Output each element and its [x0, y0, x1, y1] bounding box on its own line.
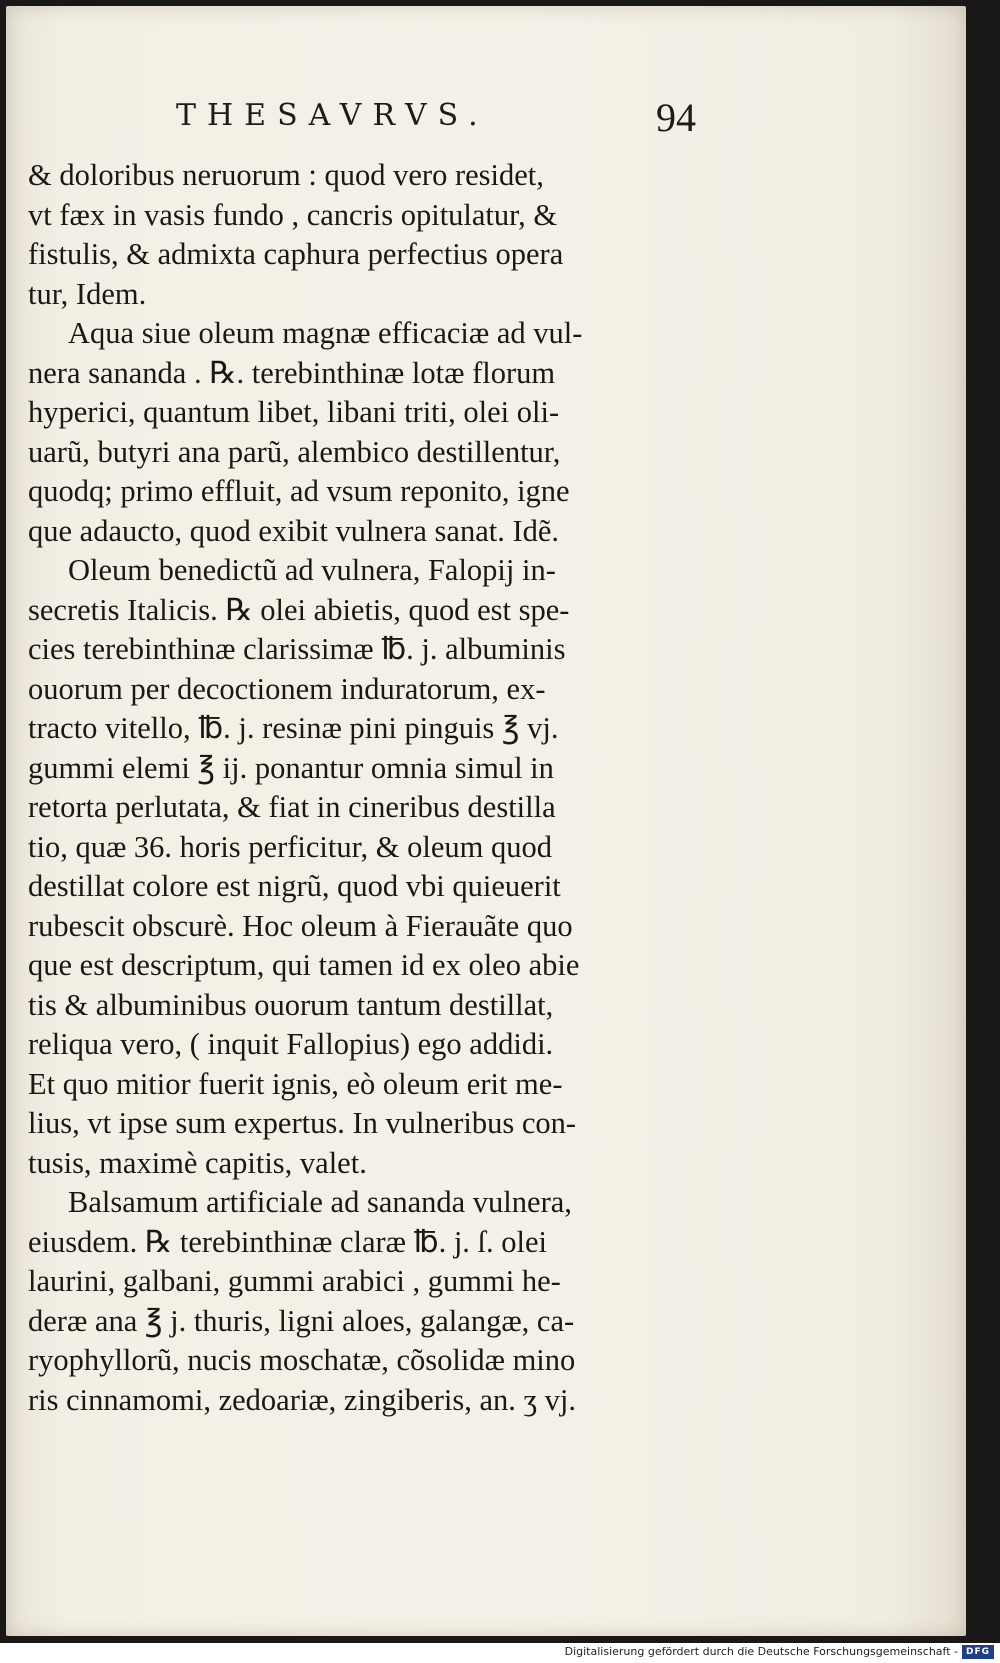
- text-line: quodq; primo effluit, ad vsum reponito, igne: [28, 474, 570, 508]
- text-line: tur, Idem.: [28, 276, 147, 311]
- text-line: gummi elemi ℥ ij. ponantur omnia simul in: [28, 750, 554, 785]
- text-line: cies terebinthinæ clarissimæ ℔. j. albuminis: [28, 632, 566, 666]
- text-line: nera sananda . ℞. terebinthinæ lotæ florum: [28, 355, 556, 390]
- running-head: THESAVRVS.: [176, 98, 489, 133]
- text-line: uarũ, butyri ana parũ, alembico destillentur,: [28, 434, 561, 469]
- text-line: tio, quæ 36. horis perficitur, & oleum quod: [28, 829, 552, 864]
- body-text: [28, 156, 718, 1420]
- text-line: tusis, maximè capitis, valet.: [28, 1145, 367, 1180]
- text-line: secretis Italicis. ℞ olei abietis, quod est spe-: [28, 592, 570, 627]
- funding-credit: Digitalisierung gefördert durch die Deutsche Forschungsgemeinschaft -: [564, 1645, 958, 1658]
- text-line: reliqua vero, ( inquit Fallopius) ego addidi.: [28, 1027, 554, 1061]
- page-header: [176, 94, 696, 140]
- paragraph-start-line: Oleum benedictũ ad vulnera, Falopij in-: [68, 553, 556, 587]
- text-line: que est descriptum, qui tamen id ex oleo abie: [28, 948, 580, 982]
- page-number: 94: [656, 95, 696, 140]
- text-line: rubescit obscurè. Hoc oleum à Fierauãte quo: [28, 908, 573, 943]
- text-line: deræ ana ℥ j. thuris, ligni aloes, galangæ, ca-: [28, 1303, 575, 1338]
- text-line: tracto vitello, ℔. j. resinæ pini pinguis ℥ vj.: [28, 711, 559, 745]
- text-line: & doloribus neruorum : quod vero residet,: [28, 158, 544, 192]
- text-line: lius, vt ipse sum expertus. In vulneribus con-: [28, 1106, 577, 1140]
- text-line: ryophyllorũ, nucis moschatæ, cõsolidæ mino: [28, 1343, 576, 1377]
- text-line: tis & albuminibus ouorum tantum destillat,: [28, 987, 554, 1022]
- text-line: ris cinnamomi, zedoariæ, zingiberis, an. ʒ vj.: [28, 1382, 577, 1417]
- text-line: Et quo mitior fuerit ignis, eò oleum erit me-: [28, 1066, 563, 1101]
- text-line: vt fæx in vasis fundo , cancris opitulatur, &: [28, 197, 558, 232]
- text-line: fistulis, & admixta caphura perfectius opera: [28, 237, 564, 271]
- paragraph-start-line: Aqua siue oleum magnæ efficaciæ ad vul-: [68, 316, 583, 350]
- digitization-footer: [0, 1643, 1000, 1663]
- book-page: [6, 6, 966, 1636]
- dfg-logo: DFG: [962, 1645, 994, 1659]
- text-line: hyperici, quantum libet, libani triti, olei oli-: [28, 395, 560, 429]
- text-line: laurini, galbani, gummi arabici , gummi he-: [28, 1264, 561, 1298]
- text-line: ouorum per decoctionem induratorum, ex-: [28, 671, 546, 706]
- text-line: eiusdem. ℞ terebinthinæ claræ ℔. j. ſ. olei: [28, 1224, 548, 1259]
- text-line: retorta perlutata, & fiat in cineribus destilla: [28, 790, 556, 824]
- text-line: destillat colore est nigrũ, quod vbi quieuerit: [28, 869, 561, 903]
- text-line: que adaucto, quod exibit vulnera sanat. Idẽ.: [28, 513, 560, 548]
- paragraph-start-line: Balsamum artificiale ad sananda vulnera,: [68, 1185, 572, 1219]
